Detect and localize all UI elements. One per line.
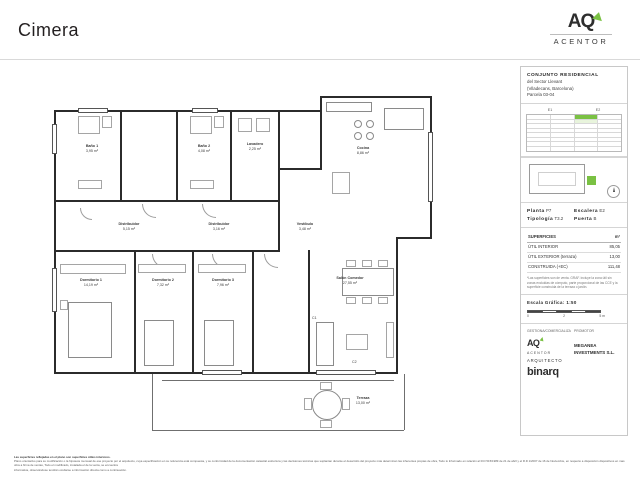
marker-c1 [312,316,317,321]
brand-logo-sub: ACENTOR [553,37,609,46]
toilet-2 [214,116,224,128]
kitchen-island [384,108,424,130]
gestora-logo-sub: ACENTOR [527,350,552,355]
marker-c1-label: C1 [312,316,317,320]
marker-c2-label: C2 [352,360,357,364]
wall-interior-v2 [176,110,178,202]
room-area: 3,48 m² [298,226,312,231]
surfaces-block [521,228,627,295]
window-left-2 [52,268,57,312]
dryer [256,118,270,132]
surfaces-table [527,233,621,273]
room-label-lavadero [232,142,278,152]
scale-block [521,295,627,324]
key-plan-cell [551,142,575,146]
compass-icon [607,185,620,198]
room-name: Dormitorio 2 [152,278,174,282]
dining-chair-6 [378,297,388,304]
wall-interior-v5 [134,250,136,374]
wall-step-right [396,237,432,239]
brand-logo-text: AQ [567,11,595,32]
wall-interior-v1 [120,110,122,202]
key-plan-cell [598,115,621,119]
arquitecto-logo: binarq [527,366,559,379]
washing-machine [238,118,252,132]
window-bottom-1 [202,370,242,375]
key-plan-cell [527,138,551,142]
bed-single-2 [204,320,234,366]
room-area: 7,32 m² [156,282,170,287]
key-plan-cell [598,138,621,142]
key-plan-cell [575,138,599,142]
sink-1 [78,180,102,189]
shower-tray-2 [190,116,212,134]
scale-tick-label: 2 [563,314,566,319]
location-row-2 [527,216,621,223]
surface-label: ÚTIL INTERIOR [527,242,600,252]
sofa [316,322,334,366]
bed-double [68,302,112,358]
key-plan-cell-active [575,115,599,119]
project-city: (Viladecans, Barcelona) [527,85,574,91]
brand-logo [538,12,624,46]
door-swing-1 [142,204,156,218]
scale-tick-label: 0 [527,314,529,319]
surfaces-title: SUPERFICIES [527,233,600,243]
tv-unit [386,322,394,358]
room-name: Vestíbulo [296,222,314,226]
room-name: Lavadero [246,142,264,146]
wardrobe-bedroom-2 [138,264,186,273]
footer-line-3: informativa, observándose tendrán ocultarse a información directa como a continuación. [14,467,127,472]
project-sector: del Sector Llevant [527,79,563,85]
key-plan-col1: E1 [547,108,553,113]
door-swing-6 [80,208,92,220]
room-label-bano-2 [184,144,224,154]
scale-bar-graphic [527,310,601,314]
room-area: 5,15 m² [122,226,136,231]
key-plan-header [526,108,622,113]
tipologia-value: T3.2 [554,215,564,221]
dining-chair-1 [346,260,356,267]
key-plan-cell [527,147,551,152]
dining-chair-3 [378,260,388,267]
table-row [527,242,621,252]
key-plan-table [521,104,627,157]
room-name: Dormitorio 3 [212,278,234,282]
key-plan-cell [527,120,551,124]
room-area: 27,55 m² [342,280,358,285]
wall-interior-v7 [252,250,254,374]
escalera-value: E2 [599,208,605,214]
surface-value: 111,48 [600,263,621,273]
table-header-row [527,233,621,243]
terrace-chair-1 [304,398,312,410]
arquitecto-label: ARQUITECTO [527,357,563,363]
key-plan-cell [527,133,551,137]
dining-chair-4 [346,297,356,304]
key-plan-cell [575,133,599,137]
key-plan-cell [598,147,621,152]
project-parcel: Parcela 03-04 [527,92,555,98]
gestora-label: GESTIONA/COMERCIALIZA [527,329,571,334]
door-swing-2 [202,204,216,218]
key-plan-cell [598,142,621,146]
room-label-bano-1 [72,144,112,154]
wall-interior-v6 [192,250,194,374]
promotor-name-2: INVESTMENTS S.L. [574,349,615,355]
brand-logo-mark [568,12,595,31]
puerta-label: Puerta [574,216,593,222]
location-block [521,203,627,227]
key-plan-cell [575,124,599,128]
page-title: Cimera [18,20,80,40]
scale-tick-label: 5 m [599,314,605,319]
room-name: Terraza [356,396,370,400]
terrace-chair-3 [320,382,332,390]
triangle-accent-icon [540,337,545,342]
project-block [521,67,627,104]
toilet-1 [102,116,112,128]
legal-footer [14,455,626,472]
escalera-label: Escalera [574,209,599,215]
wall-kitchen-v [320,112,322,168]
promotor-label: PROMOTOR [574,329,594,334]
key-plan-cell [551,124,575,128]
room-label-cocina [340,146,386,156]
promotor-name-1: MEGANEA [574,343,597,349]
key-plan-cell [527,129,551,133]
promotor-block [574,337,621,380]
shower-tray-1 [78,116,100,134]
key-plan-cell [598,124,621,128]
room-name: Salón Comedor [336,276,364,280]
room-label-terraza [338,396,388,406]
key-plan-cell [575,120,599,124]
footer-line-2: Plano orientativo para su modificación o la hipoteca mensual de ese proyecto por el arquitecto, cuya especificación en su referencia está compuesta, y su conformidad de la documentación catastral estructura y las decisiones técnicas que suplantan durante el desarrollo del proyecto más determinan las inherentes propias de obra, Todo lo Informado en relación al R.D 515/1989 de 21 de abril y el R.D 1/2007 de 16 de Noviembre, en respecto a disposición dispositivos en mas obra a firma de ventas, Todo el modificado, instalada el de la venta, se encuentra [14,458,625,468]
window-top-1 [78,108,108,113]
gestora-logo [527,337,539,351]
bed-single-1 [144,320,174,366]
surface-label: ÚTIL EXTERIOR (terraza) [527,252,600,262]
door-swing-5 [264,254,278,268]
unit-location-marker [587,176,596,185]
key-plan-cell [551,120,575,124]
dining-chair-5 [362,297,372,304]
planta-label: Planta [527,209,545,215]
key-plan-grid [526,114,622,152]
room-name: Baño 2 [197,144,211,148]
key-plan-cell [527,142,551,146]
key-plan-cell [551,133,575,137]
room-label-distribuidor-2 [194,222,244,232]
footer-line-1: Las superficies reflejadas en el plano son superficies útiles interiores. [14,454,111,459]
room-area: 8,86 m² [356,150,370,155]
nightstand-left [60,300,68,310]
credits-headers [527,329,621,334]
terrace-chair-4 [320,420,332,428]
dining-chair-2 [362,260,372,267]
room-name: Distribuidor [208,222,230,226]
wall-interior-h2 [54,250,280,252]
hob-burner-1 [354,120,362,128]
scale-tick [586,311,600,313]
table-row [527,252,621,262]
terrace-edge-right [404,374,405,430]
room-name: Baño 1 [85,144,99,148]
scale-tick [543,311,558,313]
info-panel [520,66,628,436]
room-label-vestibulo [280,222,330,232]
room-area: 7,96 m² [216,282,230,287]
key-plan-cell [551,138,575,142]
room-name: Distribuidor [118,222,140,226]
wall-interior-v8 [308,250,310,374]
scale-title: Escala Gráfica: 1:50 [527,300,577,306]
surfaces-note: *Las superficies son de venta. GRAF. incluye la zona útil sin zonas excluidas de cómputo, parte proporcional de las CCE y la superficie construida de la terraza o jardín. [527,276,618,290]
room-name: Dormitorio 1 [80,278,102,282]
wardrobe-bedroom-1 [60,264,126,274]
document-header [0,0,640,60]
wall-exterior-right-lower [396,238,398,374]
room-area: 4,08 m² [197,148,211,153]
key-plan-cell [575,147,599,152]
orientation-block [521,157,627,203]
room-label-distribuidor-1 [104,222,154,232]
hob-burner-3 [354,132,362,140]
table-row [527,263,621,273]
wall-vertical-top-step [320,96,322,112]
surface-label: CONSTRUIDA (+EC) [527,263,600,273]
marker-c2 [352,360,357,365]
terrace-edge-bottom [152,430,404,431]
puerta-value: B [593,215,597,221]
terrace-edge-inner [162,380,394,381]
key-plan-cell [598,133,621,137]
planta-value: P7 [545,208,552,214]
scale-bar [527,310,621,320]
surfaces-unit: m² [600,233,621,243]
window-bottom-2 [316,370,376,375]
key-plan-cell [575,129,599,133]
scale-tick [528,311,543,313]
key-plan-cell [527,115,551,119]
key-plan-col2: E2 [595,108,601,113]
wall-kitchen-h [280,168,322,170]
wardrobe-bedroom-3 [198,264,246,273]
key-plan-cell [598,129,621,133]
room-area: 3,16 m² [212,226,226,231]
window-top-2 [192,108,218,113]
room-area: 3,95 m² [85,148,99,153]
sink-2 [190,180,214,189]
window-left-1 [52,124,57,154]
room-label-dormitorio-2 [136,278,190,288]
room-area: 14,19 m² [83,282,99,287]
terrace-edge-left [152,374,153,430]
key-plan-cell [527,124,551,128]
scale-tick [572,311,587,313]
kitchen-counter [326,102,372,112]
location-row-1 [527,208,621,215]
room-label-dormitorio-1 [64,278,118,288]
room-name: Cocina [356,146,370,150]
surface-value: 13,00 [600,252,621,262]
gestora-logo-text: AQ [527,338,540,349]
project-title: CONJUNTO RESIDENCIAL [527,73,599,78]
room-label-dormitorio-3 [196,278,250,288]
window-right-1 [428,132,433,202]
scale-tick [557,311,572,313]
tipologia-label: Tipología [527,216,554,222]
hob-burner-4 [366,132,374,140]
site-outline [529,164,585,194]
wall-interior-v3 [230,110,232,202]
table-row [527,147,621,152]
coffee-table [346,334,368,350]
room-area: 2,25 m² [248,146,262,151]
key-plan-cell [551,129,575,133]
wall-exterior-top-right [322,96,432,98]
key-plan-cell [551,115,575,119]
fridge [332,172,350,194]
gestora-block [527,337,574,380]
room-label-salon-comedor [318,276,382,286]
scale-tick-labels [527,314,605,319]
credits-block [521,324,627,385]
key-plan-cell [598,120,621,124]
key-plan-cell [551,147,575,152]
room-area: 13,00 m² [355,400,371,405]
floorplan-drawing [16,72,496,432]
wall-interior-h1 [54,200,280,202]
divider [550,34,612,35]
surface-value: 85,05 [600,242,621,252]
credits-body [527,337,621,380]
hob-burner-2 [366,120,374,128]
key-plan-cell [575,142,599,146]
